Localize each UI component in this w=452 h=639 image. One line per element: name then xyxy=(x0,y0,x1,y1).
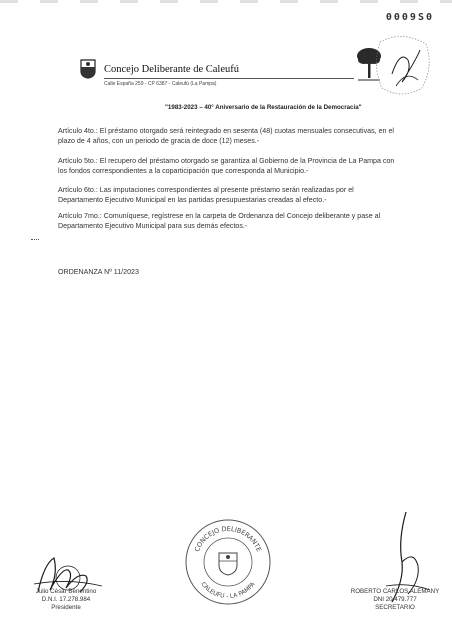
commemorative-motto: "1983-2023 – 40° Aniversario de la Restauración de la Democracia" xyxy=(165,104,362,111)
secretary-name: ROBERTO CARLOS ALEMANY xyxy=(350,588,440,595)
secretary-role: SECRETARIO xyxy=(375,604,415,611)
official-seal xyxy=(183,517,273,607)
article-6: Artículo 6to.: Las imputaciones correspondientes al presente préstamo serán realizadas por el Departamento Ejecutivo Municipal en las partidas presupuestarias creadas al efecto.- xyxy=(58,186,354,204)
article-4: Artículo 4to.: El préstamo otorgado será reintegrado en sesenta (48) cuotas mensuales consecutivas, en el plazo de 4 años, con un periodo de gracia de doce (12) meses.- xyxy=(58,127,394,145)
president-role: Presidente xyxy=(51,604,81,611)
scan-mark xyxy=(31,239,39,240)
svg-text:CONCEJO DELIBERANTE xyxy=(193,525,263,553)
initials-stamp xyxy=(372,30,434,100)
organization-address: Calle España 259 - CP 6387 - Caleufú (La Pampa) xyxy=(104,81,217,87)
secretary-id: DNI 20.479.777 xyxy=(373,596,417,603)
organization-name: Concejo Deliberante de Caleufú xyxy=(104,64,239,75)
seal-top-text: CONCEJO DELIBERANTE xyxy=(192,524,264,553)
scan-edge-marks xyxy=(0,0,452,3)
seal-bottom-text: CALEUFU - LA PAMPA xyxy=(199,580,257,601)
svg-text:CALEUFU - LA PAMPA xyxy=(199,580,257,600)
folio-number: 0009S0 xyxy=(385,12,434,23)
president-id: D.N.I. 17.278.984 xyxy=(41,596,91,603)
secretary-signature-block xyxy=(350,588,440,612)
president-name: Julio César Benentino xyxy=(35,588,97,595)
header-divider xyxy=(104,78,354,79)
president-signature-block xyxy=(26,588,106,612)
council-logo-icon xyxy=(80,59,96,79)
article-7: Artículo 7mo.: Comuníquese, regístrese en la carpeta de Ordenanza del Concejo deliberante y pase al Departamento Ejecutivo Municipal para sus demás efectos.- xyxy=(58,212,381,230)
ordinance-number: ORDENANZA Nº 11/2023 xyxy=(58,268,139,276)
article-5: Artículo 5to.: El recupero del préstamo otorgado se garantiza al Gobierno de la Provincia de La Pampa con los fondos correspondientes a la coparticipación que corresponda al Municipio.- xyxy=(58,157,395,175)
